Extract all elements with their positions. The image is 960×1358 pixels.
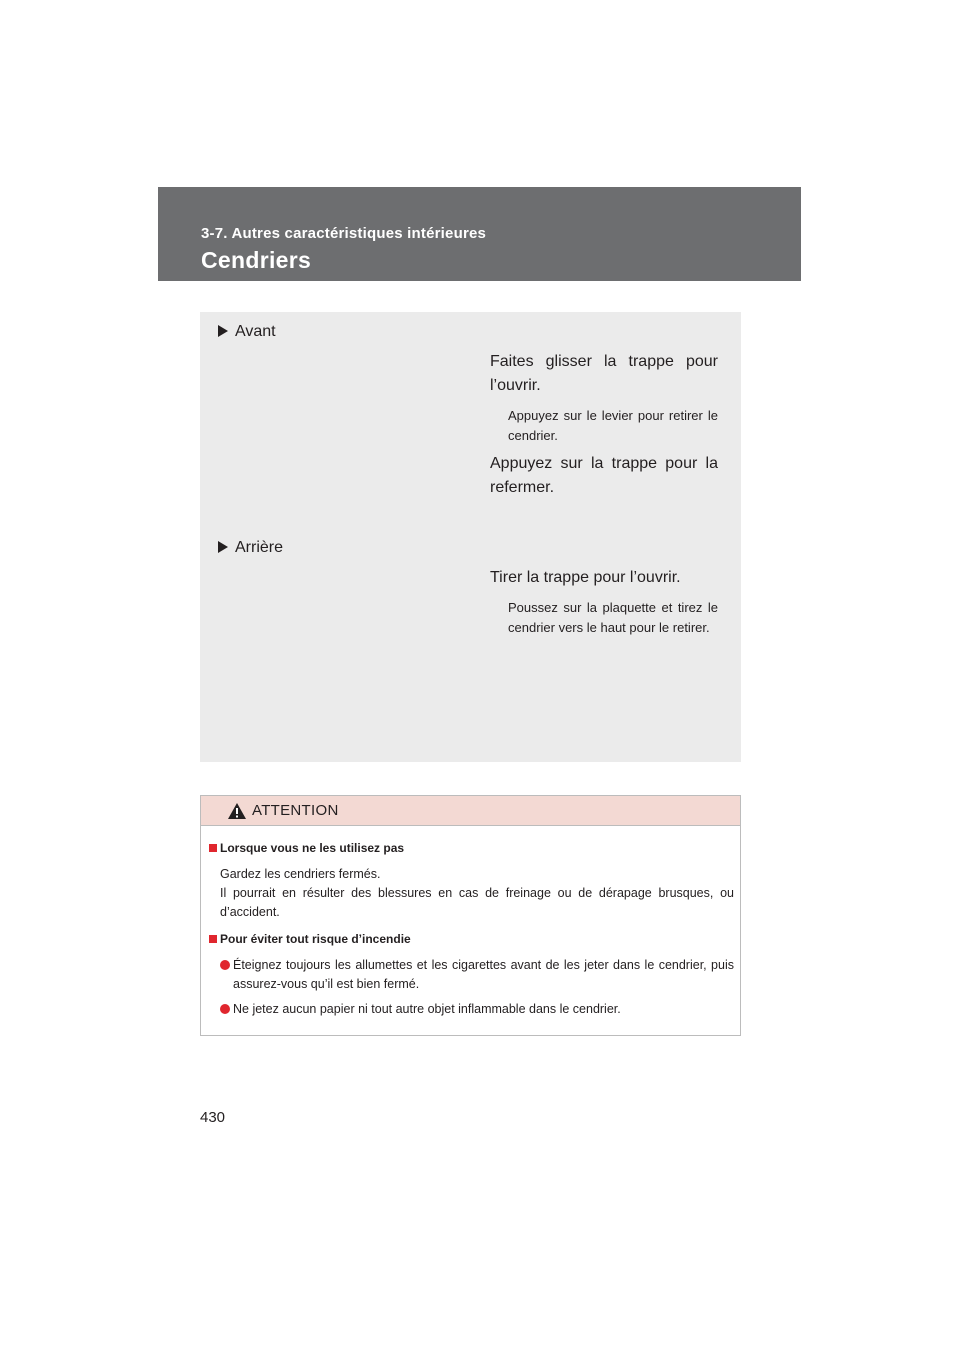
square-bullet-icon (209, 935, 217, 943)
front-heading (218, 323, 276, 341)
front-label: Avant (235, 323, 276, 340)
bullet-text: Ne jetez aucun papier ni tout autre objet inflammable dans le cendrier. (233, 1002, 621, 1016)
warning-title: ATTENTION (252, 802, 339, 819)
triangle-bullet-icon (218, 541, 228, 553)
warning-box (200, 795, 741, 1036)
instructions-panel (200, 312, 741, 762)
bullet-text: Éteignez toujours les allumettes et les cigarettes avant de les jeter dans le cendrier, puis assurez-vous qu’il est bien fermé. (233, 958, 734, 991)
rear-heading (218, 539, 283, 557)
warning-subheading-unused (209, 841, 404, 855)
rear-label: Arrière (235, 539, 284, 556)
square-bullet-icon (209, 844, 217, 852)
rear-note-remove: Poussez sur la plaquette et tirez le cendrier vers le haut pour le retirer. (508, 600, 718, 635)
warning-subheading-text: Pour éviter tout risque d’incendie (220, 932, 411, 946)
rear-step-open: Tirer la trappe pour l’ouvrir. (490, 569, 681, 586)
warning-bullet-no-paper (220, 1000, 734, 1019)
page-header (158, 187, 801, 281)
front-note-remove: Appuyez sur le levier pour retirer le cendrier. (508, 408, 718, 443)
front-step-open: Faites glisser la trappe pour l’ouvrir. (490, 353, 718, 394)
warning-text-keep-closed: Gardez les cendriers fermés. (220, 867, 381, 881)
section-title: 3-7. Autres caractéristiques intérieures (201, 225, 487, 242)
round-bullet-icon (220, 960, 230, 970)
warning-subheading-text: Lorsque vous ne les utilisez pas (220, 841, 405, 855)
warning-text-injury: Il pourrait en résulter des blessures en cas de freinage ou de dérapage brusques, ou d’accident. (220, 886, 734, 919)
warning-bullet-extinguish (220, 956, 734, 994)
triangle-bullet-icon (218, 325, 228, 337)
warning-header (201, 796, 740, 826)
page-number: 430 (200, 1109, 226, 1126)
round-bullet-icon (220, 1004, 230, 1014)
warning-subheading-fire (209, 932, 411, 946)
warning-triangle-icon (227, 802, 247, 820)
front-step-close: Appuyez sur la trappe pour la refermer. (490, 455, 718, 496)
page-title: Cendriers (201, 247, 312, 273)
